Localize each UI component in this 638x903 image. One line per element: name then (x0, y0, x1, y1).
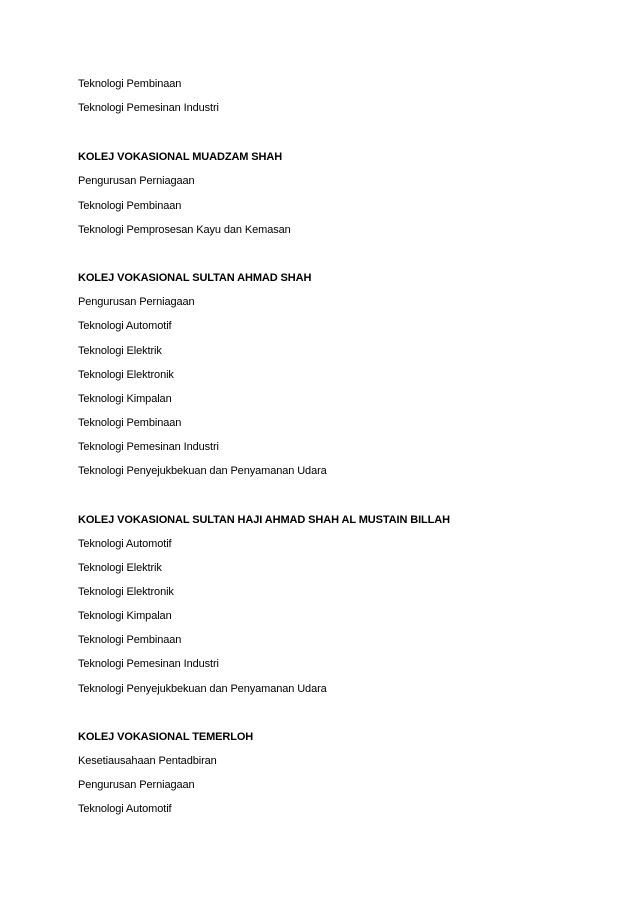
college-heading: KOLEJ VOKASIONAL SULTAN HAJI AHMAD SHAH AL MUSTAIN BILLAH (78, 514, 450, 526)
program-item: Pengurusan Perniagaan (78, 296, 195, 308)
college-heading: KOLEJ VOKASIONAL SULTAN AHMAD SHAH (78, 272, 312, 284)
program-item: Teknologi Automotif (78, 538, 172, 550)
program-item: Teknologi Kimpalan (78, 393, 172, 405)
program-item: Teknologi Kimpalan (78, 610, 172, 622)
program-item: Kesetiausahaan Pentadbiran (78, 755, 217, 767)
program-item: Teknologi Automotif (78, 803, 172, 815)
program-item: Teknologi Elektronik (78, 586, 174, 598)
program-item: Teknologi Pemesinan Industri (78, 658, 219, 670)
program-item: Teknologi Pemesinan Industri (78, 102, 219, 114)
program-item: Teknologi Elektrik (78, 562, 162, 574)
program-item: Pengurusan Perniagaan (78, 779, 195, 791)
program-item: Teknologi Pemprosesan Kayu dan Kemasan (78, 224, 291, 236)
program-item: Teknologi Pemesinan Industri (78, 441, 219, 453)
program-item: Teknologi Pembinaan (78, 417, 182, 429)
college-heading: KOLEJ VOKASIONAL MUADZAM SHAH (78, 151, 283, 163)
program-item: Teknologi Automotif (78, 320, 172, 332)
program-item: Teknologi Elektronik (78, 369, 174, 381)
program-item: Teknologi Pembinaan (78, 200, 182, 212)
program-item: Teknologi Penyejukbekuan dan Penyamanan Udara (78, 683, 327, 695)
program-item: Pengurusan Perniagaan (78, 175, 195, 187)
college-heading: KOLEJ VOKASIONAL TEMERLOH (78, 731, 254, 743)
program-item: Teknologi Penyejukbekuan dan Penyamanan Udara (78, 465, 327, 477)
program-item: Teknologi Pembinaan (78, 634, 182, 646)
program-item: Teknologi Elektrik (78, 345, 162, 357)
program-item: Teknologi Pembinaan (78, 78, 182, 90)
